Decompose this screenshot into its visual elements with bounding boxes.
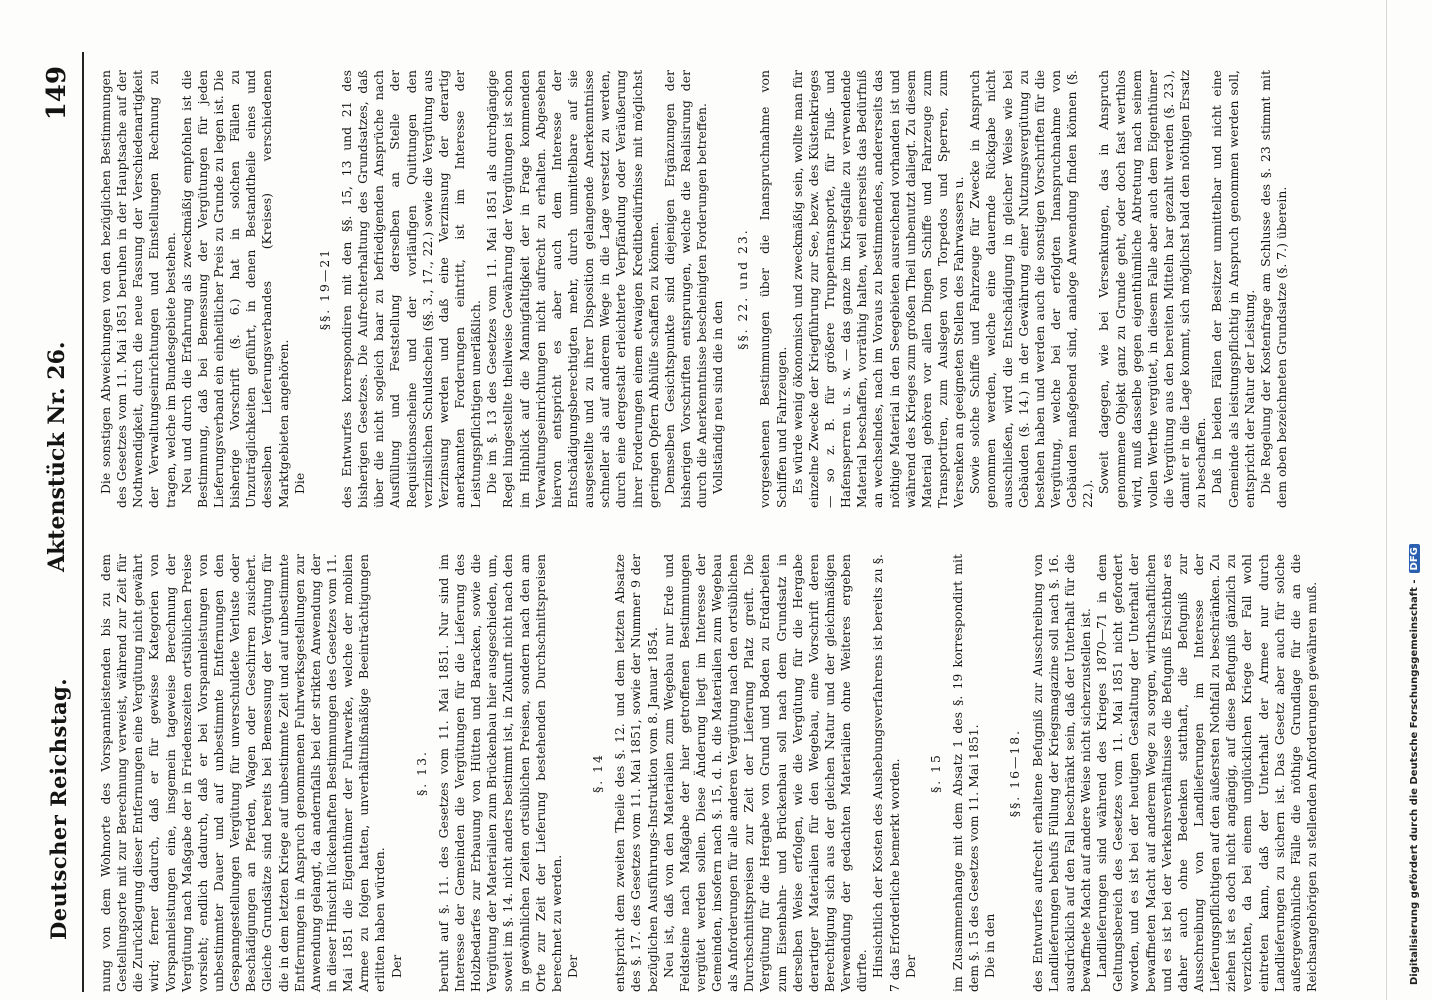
- left-paragraph: im Zusammenhange mit dem Absatz 1 des §. 19 korrespondirt mit dem §. 15 des Gesetzes vom 11. Mai 1851.: [950, 554, 982, 992]
- right-section-heading: §§. 19—21: [316, 247, 332, 331]
- right-paragraph: Die Regelung der Kostenfrage am Schlusse des §. 23 stimmt mit dem oben bezeichneten Grundsatze (§. 7.) überein.: [1257, 70, 1289, 508]
- digitization-credit-strip: [1397, 0, 1432, 1000]
- dfg-logo: DFG: [1409, 544, 1420, 573]
- left-paragraph: Landlieferungen sind während des Krieges 1870—71 in dem Geltungsbereich des Gesetzes vom 11. Mai 1851 nicht gefordert worden, und es ist bei der heutigen Gestaltung der Unterhalt der bewaffneten Macht auf anderem Wege zu sorgen, wirthschaftlichen und es ist bei der Verkehrsverhältnisse die Befugniß Ersichtbar es daher auch ohne Bedenken statthaft, die Befugniß zur Ausschreibung von Landlieferungen im Interesse der Lieferungspflichtigen auf den äußersten Nothfall zu beschränken. Zu ziehen ist es doch nicht angängig, auf diese Befugniß gänzlich zu verzichten, da bei einem unglücklichen Kriege der Fall wohl eintreten kann, daß der Unterhalt der Armee nur durch Landlieferungen zu sichern ist. Das Gesetz aber auch für solche außergewöhnliche Fälle die nöthige Grundlage für die an die Reichsangehörigen zu stellenden Anforderungen gewähren muß.: [1094, 554, 1319, 992]
- right-paragraph: Vollständig neu sind die in den: [710, 300, 726, 494]
- left-section-heading: §§. 16—18.: [1007, 728, 1023, 818]
- left-paragraph: des Entwurfes aufrecht erhaltene Befugniß zur Ausschreibung von Landlieferungen behufs Füllung der Kriegsmagazine soll nach §. 16. ausdrücklich auf den Fall beschränkt sein, daß der Unterhalt für die bewaffnete Macht auf andere Weise nicht sicherzustellen ist.: [1029, 554, 1094, 992]
- right-section-heading: §§. 22. und 23.: [735, 228, 751, 350]
- left-paragraph: Der: [388, 954, 404, 978]
- right-paragraph: Die im §. 13 des Gesetzes vom 11. Mai 1851 als durchgängige Regel hingestellte theilweise Gewährung der Vergütungen ist schon im Hinblick auf die Mannigfaltigkeit der in Frage kommenden Verwaltungseinrichtungen nicht aufrecht zu erhalten. Abgesehen hiervon entspricht es aber auch dem Interesse der Entschädigungsberechtigten mehr, durch unmittelbare auf sie ausgestellte und zu ihrer Disposition gelangende Anerkenntnisse schneller als auf anderem Wege in die Lage versetzt zu werden, durch eine dergestalt erleichterte Verpfändung oder Veräußerung ihrer Forderungen einem etwaigen Kreditbedürfnisse mit möglichst geringen Opfern Abhülfe schaffen zu können.: [484, 70, 661, 508]
- right-paragraph: Demselben Gesichtspunkte sind diejenigen Ergänzungen der bisherigen Vorschriften entsprungen, welche die Realisirung der durch die Anerkenntnisse bescheinigten Forderungen betreffen.: [661, 70, 710, 508]
- right-paragraph: Sowie solche Schiffe und Fahrzeuge für Zwecke in Anspruch genommen werden, welche eine dauernde Rückgabe nicht ausschließen, wird die Entschädigung in gleicher Weise wie bei Gebäuden (§. 14.) in der Gewährung einer Nutzungsvergütung zu bestehen haben und werden auch die sonstigen Vorschriften für die Vergütung, welche bei der erfolgten Inanspruchnahme von Gebäuden maßgebend sind, analoge Anwendung finden können (§. 22.).: [967, 70, 1096, 508]
- page-header: [40, 52, 80, 992]
- right-paragraph: des Entwurfes korrespondiren mit den §§. 15, 13 und 21 des bisherigen Gesetzes. Die Aufrechterhaltung des Grundsatzes, daß über die nicht sogleich baar zu befriedigenden Ansprüche nach Ausfüllung und Feststellung derselben an Stelle der Requisitionsscheine und der vorläufigen Quittungen den verzinslichen Schuldschein (§§. 3., 17., 22.) sowie die Vergütung aus Verzinsung werden und daß eine Verzinsung der derartig anerkannten Forderungen eintritt, ist im Interesse der Leistungspflichtigen unerläßlich.: [338, 70, 484, 508]
- header-rule: [82, 52, 84, 992]
- header-document-number: Aktenstück Nr. 26.: [44, 341, 70, 572]
- left-paragraph: nung von dem Wohnorte des Vorspannleistenden bis zu dem Gestellungsorte mit zur Berechnung verweist, während zur Zeit für die Zurücklegung dieser Entfernungen eine Vergütung nicht gewährt wird; ferner dadurch, daß er für gewisse Kategorien von Vorspannleistungen eine, insgemein tageweise Berechnung der Vergütung nach Maßgabe der in Friedenszeiten ortsüblichen Preise vorsieht; endlich dadurch, daß er bei Vorspannleistungen von unbestimmter Dauer und auf unbestimmte Entfernungen den Gespanngestellungen Vergütung für unverschuldete Verluste oder Beschädigungen an Pferden, Wagen oder Geschirren zusichert. Gleiche Grundsätze sind bereits bei Bemessung der Vergütung für die in dem letzten Kriege auf unbestimmte Zeit und auf unbestimmte Entfernungen in Anspruch genommenen Fuhrwerksgestellungen zur Anwendung gelangt, da andernfalls bei der strikten Anwendung der in dieser Hinsicht lückenhaften Bestimmungen des Gesetzes vom 11. Mai 1851 die Eigenthümer der Fuhrwerke, welche der mobilen Armee zu folgen hatten, unverhältnißmäßige Beeinträchtigungen erlitten haben würden.: [98, 554, 388, 992]
- scan-edge-divider: [1386, 0, 1387, 1000]
- left-paragraph: Der: [564, 954, 580, 978]
- rotated-page-content: [40, 52, 1332, 992]
- right-paragraph: Soweit dagegen, wie bei Versenkungen, das in Anspruch genommene Objekt ganz zu Grunde geht, oder doch fast werthlos wird, muß dasselbe gegen eigenthümliche Abtretung nach seinem vollen Werthe vergütet, in diesem Falle aber auch dem Eigenthümer die Vergütung aus den bereiten Mitteln bar gezahlt werden (§. 23.), damit er in die Lage kommt, sich möglichst bald den nöthigen Ersatz zu beschaffen.: [1096, 70, 1209, 508]
- header-left-title: Deutscher Reichstag.: [46, 677, 71, 940]
- right-paragraph: Es würde wenig ökonomisch und zweckmäßig sein, wollte man für einzelne Zwecke der Kriegführung zur See, bezw. des Küstenkrieges — so z. B. für größere Truppentransporte, für Fluß- und Hafensperren u. s. w. — das ganze im Kriegsfalle zu verwendende Material beschaffen, vorräthig halten, weil einerseits das Bedürfniß an wechselndes, nach im Voraus zu bestimmendes, andererseits das nöthige Material in den Seegebieten ausreichend vorhanden ist und während des Krieges zum großen Theil unbenutzt daliegt. Zu diesem Material gehören vor allen Dingen Schiffe und Fahrzeuge zum Transportiren, zum Auslegen von Torpedos und Sperren, zum Versenken an geeigneten Stellen des Fahrwassers u.: [789, 70, 967, 508]
- left-paragraph: Hinsichtlich der Kosten des Aushebungsverfahrens ist bereits zu §. 7 das Erforderliche bemerkt worden.: [870, 554, 902, 992]
- right-paragraph: vorgesehenen Bestimmungen über die Inanspruchnahme von Schiffen und Fahrzeugen.: [757, 70, 789, 508]
- right-paragraph: Daß in beiden Fällen der Besitzer unmittelbar und nicht eine Gemeinde als leistungspflichtig in Anspruch genommen werden soll, entspricht der Natur der Leistung.: [1209, 70, 1257, 508]
- left-text-column: [98, 554, 1320, 992]
- right-text-column: [98, 70, 1290, 508]
- left-section-heading: §. 13.: [413, 750, 429, 796]
- digitization-credit: [1409, 25, 1420, 985]
- right-paragraph: Neu und durch die Erfahrung als zweckmäßig empfohlen ist die Bestimmung, daß bei Bemessung der Vergütungen für jeden Lieferungsverband ein einheitlicher Preis zu Grunde zu legen ist. Die bisherige Vorschrift (§. 6.) hat in solchen Fällen zu Unzuträglichkeiten geführt, in denen Bestandtheile eines und desselben Lieferungsverbandes (Kreises) verschiedenen Marktgebieten angehören.: [178, 70, 291, 508]
- right-paragraph: Die sonstigen Abweichungen von den bezüglichen Bestimmungen des Gesetzes vom 11. Mai 1851 beruhen in der Hauptsache auf der Nothwendigkeit, durch die neue Fassung der Verschiedenartigkeit der Verwaltungseinrichtungen und Einstellungen Rechnung zu tragen, welche im Bundesgebiete bestehen.: [98, 70, 178, 508]
- left-section-heading: §. 15: [927, 753, 943, 793]
- page-number: 149: [42, 66, 72, 121]
- left-paragraph: Neu ist, daß von den Materialien zum Wegebau nur Erde und Feldsteine nach Maßgabe der hier getroffenen Bestimmungen vergütet werden sollen. Diese Änderung liegt im Interesse der Gemeinden, insofern nach §. 15, d. h. die Materialien zum Wegebau als Anforderungen für alle anderen Vergütung nach den ortsüblichen Durchschnittspreisen zur Zeit der Lieferung Platz greift. Die Vergütung für die Hergabe von Grund und Boden zu Erdarbeiten zum Eisenbahn- und Brückenbau soll nach dem Grundsatz in derselben Weise erfolgen, wie die Vergütung für die Hergabe derartiger Materialien für den Wegebau, eine Vorschrift deren Berechtigung sich aus der gleichen Natur und der gleichmäßigen Verwendung der gedachten Materialien ohne Weiteres ergeben dürfte.: [660, 554, 870, 992]
- left-paragraph: Der: [902, 954, 918, 978]
- credit-text: Digitalisierung gefördert durch die Deutsche Forschungsgemeinschaft -: [1409, 579, 1420, 985]
- left-paragraph: Die in den: [982, 913, 998, 978]
- left-paragraph: entspricht dem zweiten Theile des §. 12. und dem letzten Absatze des §. 17. des Gesetzes vom 11. Mai 1851, sowie der Nummer 9 der bezüglichen Ausführungs-Instruktion vom 8. Januar 1854.: [612, 554, 660, 992]
- left-section-heading: §. 14: [590, 753, 606, 793]
- left-paragraph: beruht auf §. 11. des Gesetzes vom 11. Mai 1851. Nur sind im Interesse der Gemeinden die Vergütungen für die Lieferung des Holzbedarfes zur Erbauung von Hütten und Baracken, sowie die Vergütung der Materialien zum Brückenbau hier ausgeschieden, um, soweit im §. 14. nicht anders bestimmt ist, in Zukunft nicht nach den in gewöhnlichen Zeiten ortsüblichen Preisen, sondern nach den am Orte zur Zeit der Lieferung bestehenden Durchschnittspreisen berechnet zu werden.: [435, 554, 564, 992]
- right-paragraph: Die: [291, 472, 307, 494]
